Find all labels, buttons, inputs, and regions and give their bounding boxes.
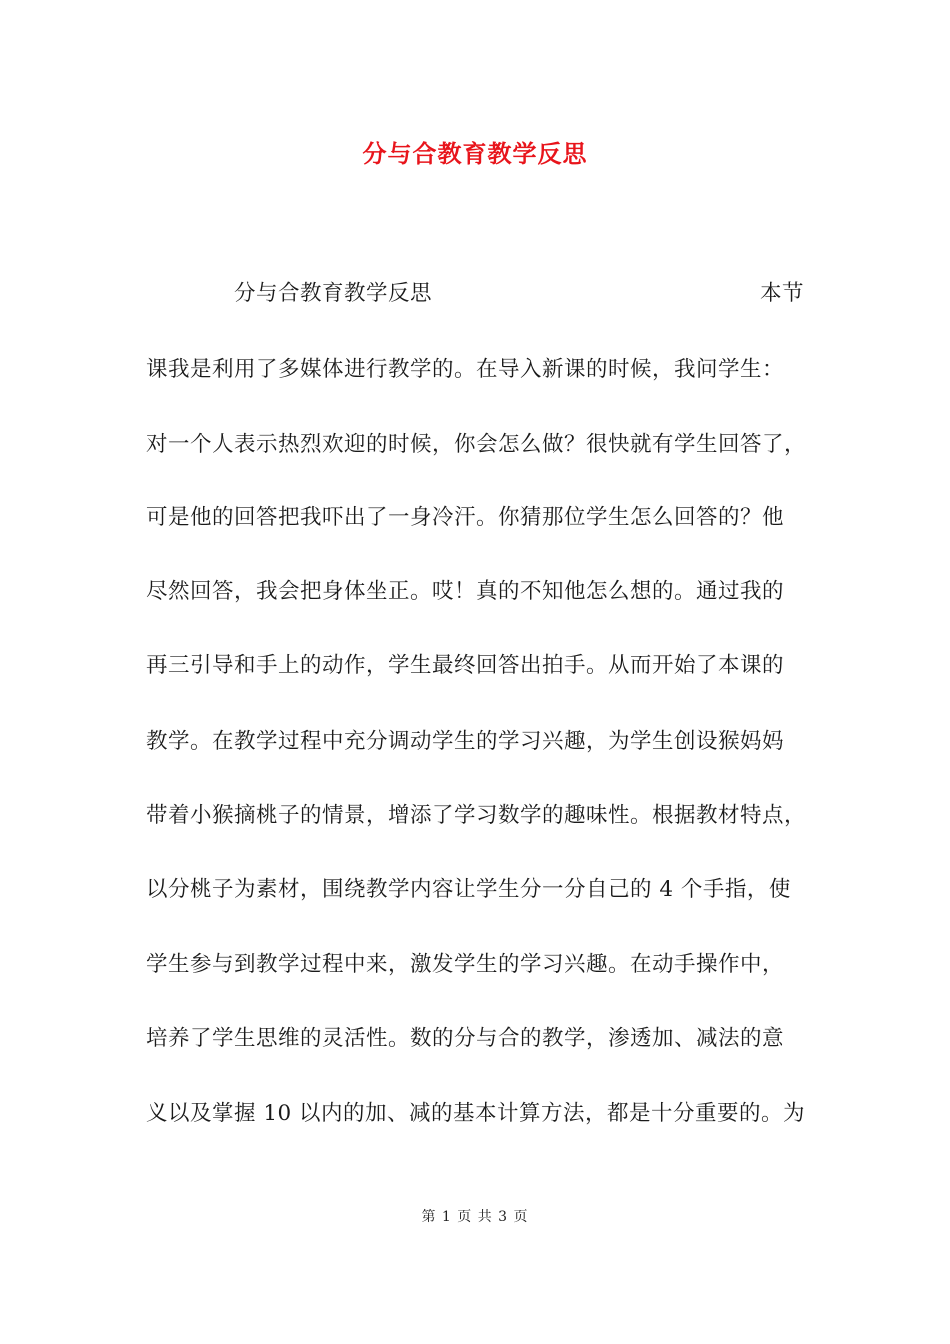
body-line: 对一个人表示热烈欢迎的时候，你会怎么做？很快就有学生回答了，: [146, 432, 807, 457]
inline-heading: 分与合教育教学反思: [234, 281, 433, 306]
body-line: 课我是利用了多媒体进行教学的。在导入新课的时候，我问学生：: [146, 357, 785, 382]
page-footer: 第 1 页 共 3 页: [421, 1209, 529, 1225]
body-line: 可是他的回答把我吓出了一身冷汗。你猜那位学生怎么回答的？他: [146, 505, 785, 530]
document-title: 分与合教育教学反思: [362, 139, 588, 168]
body-line: 带着小猴摘桃子的情景，增添了学习数学的趣味性。根据教材特点，: [146, 803, 807, 828]
body-line: 义以及掌握 10 以内的加、减的基本计算方法，都是十分重要的。为: [146, 1101, 806, 1126]
body-line: 学生参与到教学过程中来，激发学生的学习兴趣。在动手操作中，: [146, 952, 785, 977]
paragraph-first-line: [0, 279, 950, 309]
body-line: 以分桃子为素材，围绕教学内容让学生分一分自己的 4 个手指，使: [146, 877, 791, 902]
body-line: 培养了学生思维的灵活性。数的分与合的教学，渗透加、减法的意: [146, 1026, 785, 1051]
body-line: 尽然回答，我会把身体坐正。哎！真的不知他怎么想的。通过我的: [146, 579, 785, 604]
body-line: 教学。在教学过程中充分调动学生的学习兴趣，为学生创设猴妈妈: [146, 729, 785, 754]
first-line-tail: 本节: [760, 281, 805, 306]
body-line: 再三引导和手上的动作，学生最终回答出拍手。从而开始了本课的: [146, 653, 785, 678]
